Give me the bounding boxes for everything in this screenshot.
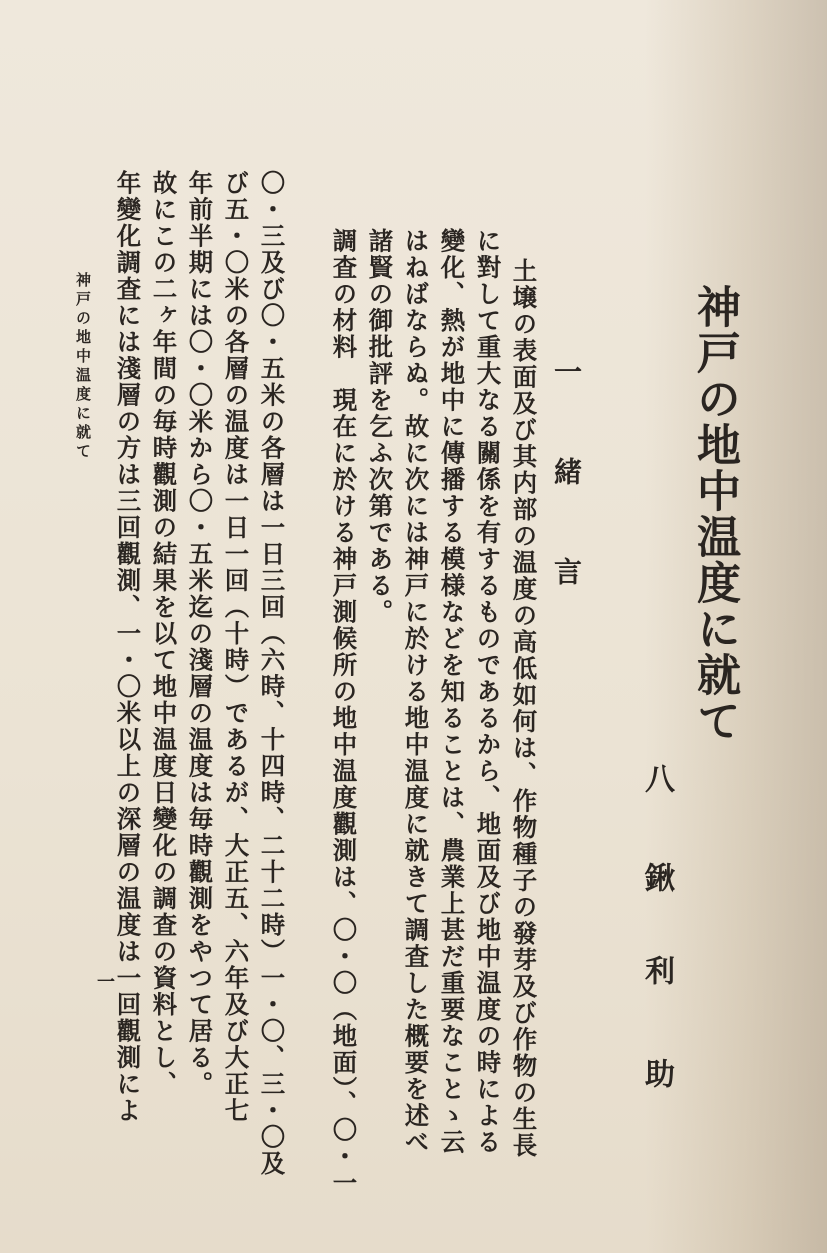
body-column: 〇・三及び〇・五米の各層は一日三回（六時、十四時、二十二時）一・〇、三・〇及 <box>256 170 286 1177</box>
body-column: 故にこの二ヶ年間の毎時觀測の結果を以て地中温度日變化の調査の資料とし、 <box>148 170 178 1098</box>
body-column: び五・〇米の各層の温度は一日一回（十時）であるが、大正五、六年及び大正七 <box>220 170 250 1124</box>
author-char: 利 <box>639 955 674 985</box>
body-column: 變化、熱が地中に傳播する模様などを知ることは、農業上甚だ重要なことゝ云 <box>436 228 466 1156</box>
body-column: 土壌の表面及び其内部の温度の高低如何は、作物種子の發芽及び作物の生長 <box>508 258 538 1159</box>
body-column: 諸賢の御批評を乞ふ次第である。 <box>364 228 394 626</box>
author-char: 助 <box>639 1058 674 1088</box>
article-title: 神戸の地中温度に就て <box>689 284 740 744</box>
body-column: に對して重大なる關係を有するものであるから、地面及び地中温度の時による <box>472 228 502 1156</box>
author-char: 鍬 <box>639 862 674 892</box>
body-column: はねばならぬ。故に次には神戸に於ける地中温度に就きて調査した概要を述べ <box>400 228 430 1156</box>
body-column: 年前半期には〇・〇米から〇・五米迄の淺層の温度は毎時觀測をやつて居る。 <box>184 170 214 1098</box>
body-column: 調査の材料 現在に於ける神戸測候所の地中温度觀測は、〇・〇（地面）、〇・一 <box>328 228 358 1197</box>
body-column: 年變化調査には淺層の方は三回觀測、一・〇米以上の深層の温度は一回觀測によ <box>112 170 142 1124</box>
author-char: 八 <box>639 763 674 793</box>
page-number: 一 <box>94 972 115 990</box>
section-heading: 一 緒 言 <box>550 357 583 607</box>
running-header: 神戸の地中温度に就て <box>74 272 92 462</box>
